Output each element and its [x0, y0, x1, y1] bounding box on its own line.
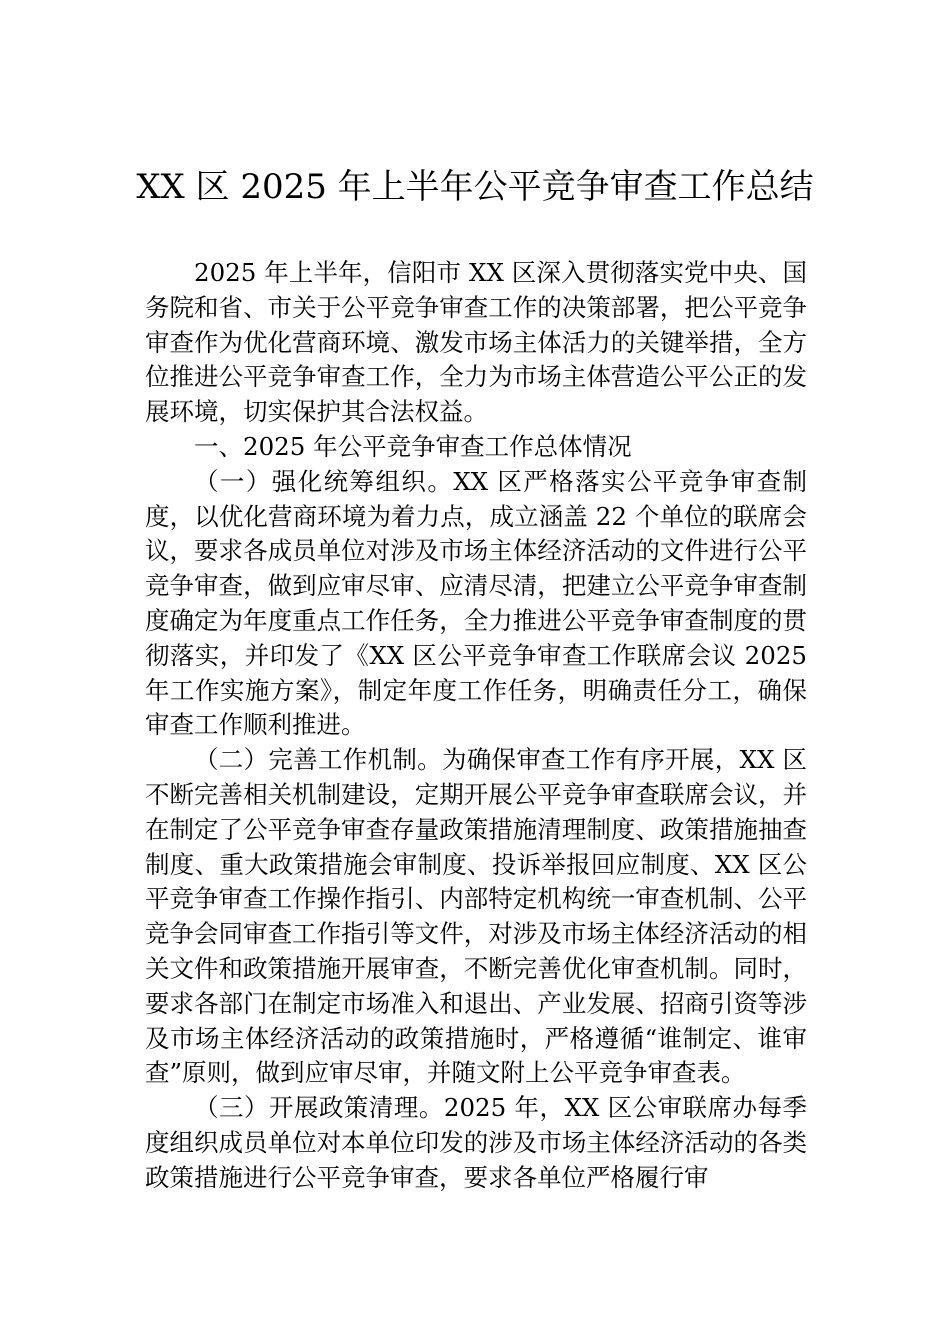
- section-heading-1: 一、2025 年公平竞争审查工作总体情况: [194, 431, 632, 461]
- document-title: XX 区 2025 年上半年公平竞争审查工作总结: [136, 167, 814, 207]
- paragraph-coordination: （一）强化统筹组织。XX 区严格落实公平竞争审查制度，以优化营商环境为着力点，成立涵盖 22 个单位的联席会议，要求各成员单位对涉及市场主体经济活动的文件进行公平竞争审查，做到应审尽审、应清尽清，把建立公平竞争审查制度确定为年度重点工作任务，全力推进公平竞争审查制度的贯彻落实，并印发了《XX 区公平竞争审查工作联席会议 2025 年工作实施方案》，制定年度工作任务，明确责任分工，确保审查工作顺利推进。: [145, 466, 807, 740]
- paragraph-intro: 2025 年上半年，信阳市 XX 区深入贯彻落实党中央、国务院和省、市关于公平竞争审查工作的决策部署，把公平竞争审查作为优化营商环境、激发市场主体活力的关键举措，全方位推进公平竞争审查工作，全力为市场主体营造公平公正的发展环境，切实保护其合法权益。: [145, 258, 807, 427]
- paragraph-policy-cleanup: （三）开展政策清理。2025 年，XX 区公审联席办每季度组织成员单位对本单位印发的涉及市场主体经济活动的各类政策措施进行公平竞争审查，要求各单位严格履行审: [145, 1093, 807, 1192]
- document-body: [145, 256, 807, 1196]
- paragraph-mechanism: （二）完善工作机制。为确保审查工作有序开展，XX 区不断完善相关机制建设，定期开展公平竞争审查联席会议，并在制定了公平竞争审查存量政策措施清理制度、政策措施抽查制度、重大政策措施会审制度、投诉举报回应制度、XX 区公平竞争审查工作操作指引、内部特定机构统一审查机制、公平竞争会同审查工作指引等文件，对涉及市场主体经济活动的相关文件和政策措施开展审查，不断完善优化审查机制。同时，要求各部门在制定市场准入和退出、产业发展、招商引资等涉及市场主体经济活动的政策措施时，严格遵循“谁制定、谁审查”原则，做到应审尽审，并随文附上公平竞争审查表。: [145, 745, 807, 1088]
